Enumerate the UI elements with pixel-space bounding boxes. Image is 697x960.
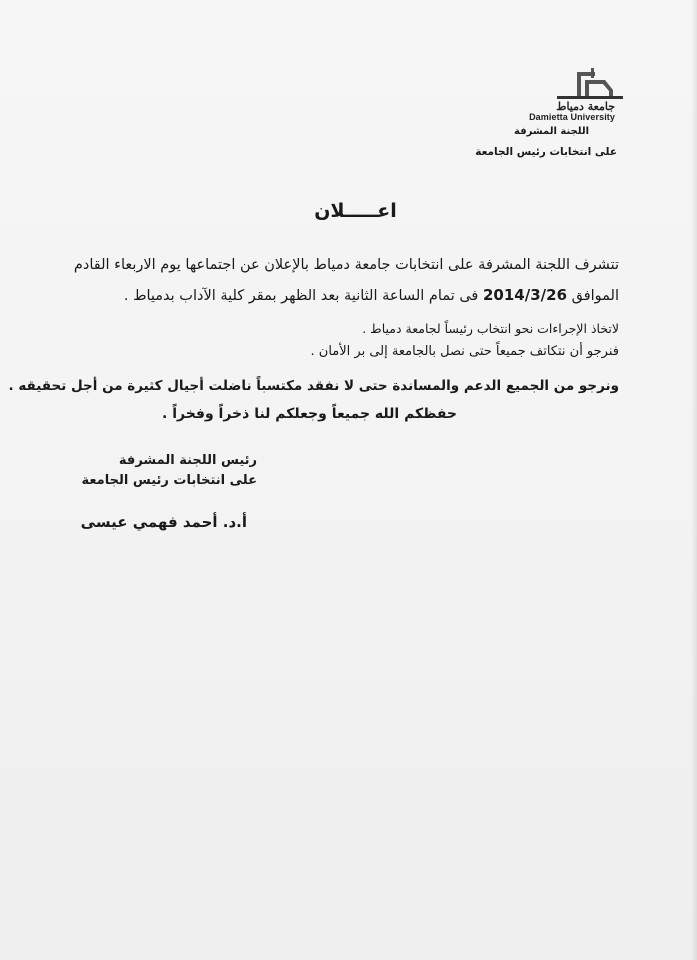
page-edge-shadow — [691, 0, 697, 960]
org-name-line-2: على انتخابات رئيس الجامعة — [475, 146, 617, 158]
signatory-name: أ.د. أحمد فهمي عيسى — [80, 513, 247, 531]
meeting-date: 2014/3/26 — [482, 286, 568, 304]
announcement-title-wrap — [0, 200, 697, 222]
logo-english-text: Damietta University — [529, 112, 615, 122]
signature-title-2: على انتخابات رئيس الجامعة — [81, 473, 257, 488]
paragraph-line-1: تتشرف اللجنة المشرفة على انتخابات جامعة دمياط بالإعلان عن اجتماعها يوم الاربعاء القادم — [73, 257, 619, 273]
logo-arabic-text: جامعة دمياط — [556, 100, 615, 113]
paragraph-line-2 — [124, 286, 619, 304]
signature-title-1: رئيس اللجنة المشرفة — [118, 453, 257, 468]
paragraph-line-6: حفظكم الله جميعاً وجعلكم لنا ذخراً وفخراً . — [162, 406, 457, 422]
paragraph-line-4: فنرجو أن نتكاتف جميعاً حتى نصل بالجامعة إلى بر الأمان . — [310, 344, 619, 359]
paragraph-line-5: ونرجو من الجميع الدعم والمساندة حتى لا نفقد مكتسباً ناضلت أجيال كثيرة من أجل تحقيقه . — [8, 378, 619, 394]
date-suffix: فى تمام الساعة الثانية بعد الظهر بمقر كلية الآداب بدمياط . — [123, 288, 479, 304]
announcement-title: اعـــــلان — [314, 200, 397, 222]
paragraph-line-3: لاتخاذ الإجراءات نحو انتخاب رئيساً لجامعة دمياط . — [362, 321, 619, 336]
date-prefix: الموافق — [571, 288, 619, 304]
org-name-line-1: اللجنة المشرفة — [514, 126, 589, 137]
